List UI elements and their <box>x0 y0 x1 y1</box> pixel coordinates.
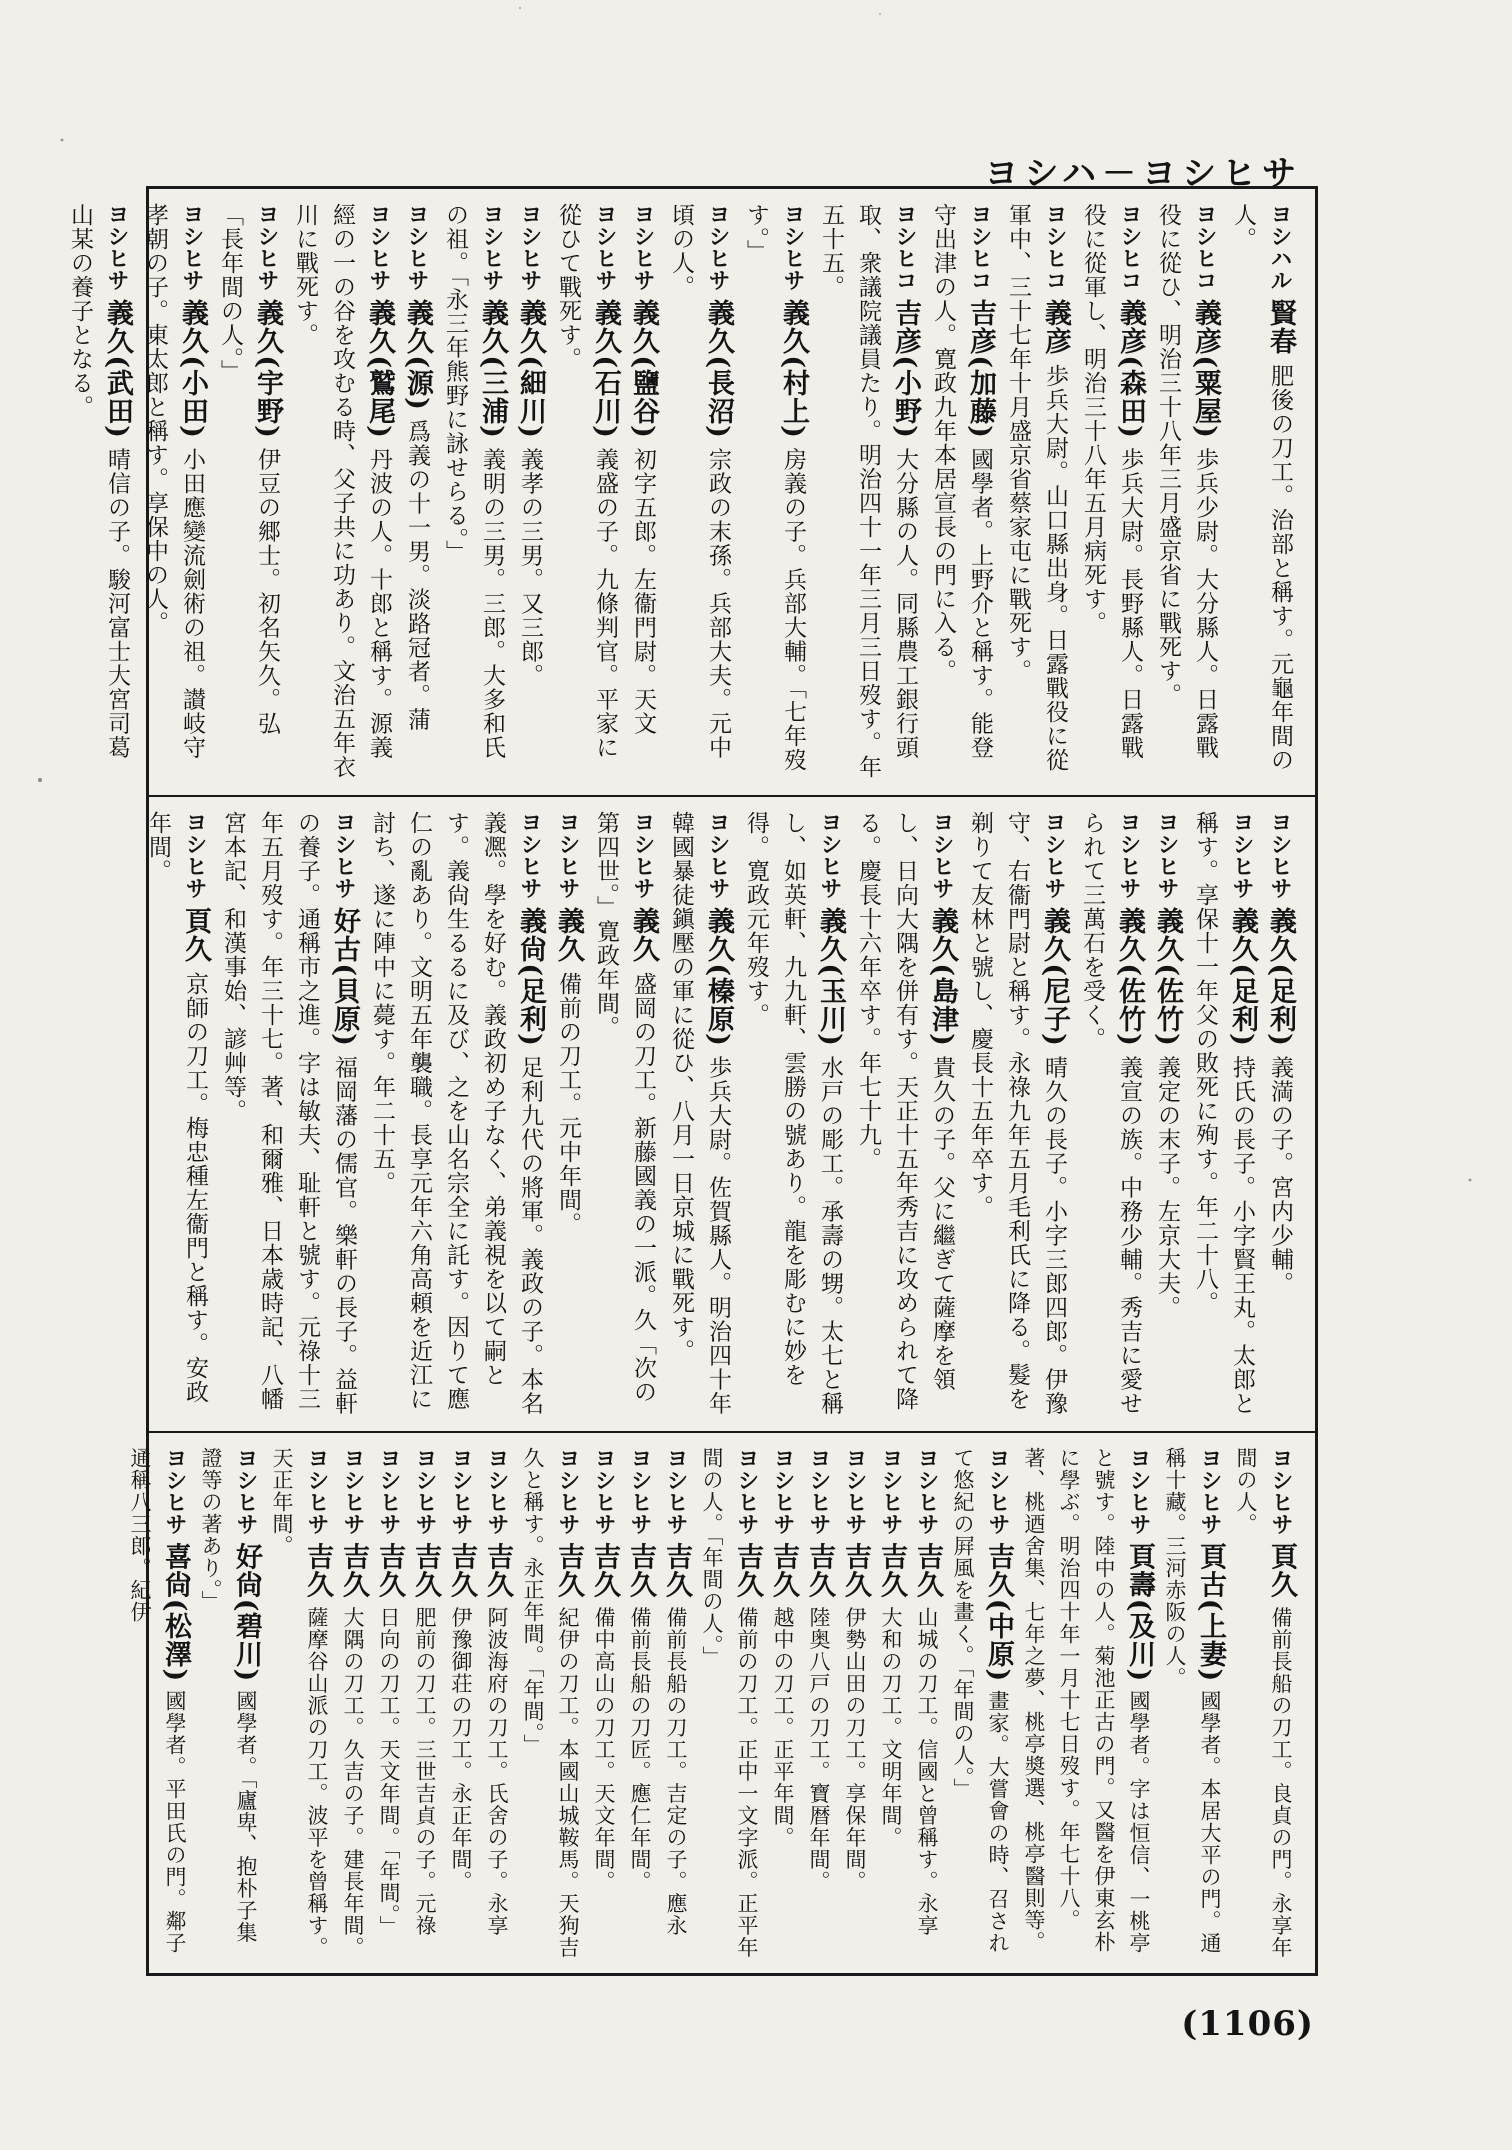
entry-description: 日向の刀工。天文年間。「年間。」 <box>377 1606 401 1938</box>
entry-headword: 吉久 <box>338 1542 369 1599</box>
entry-description: 京師の刀工。梅忠種左衞門と稱す。安政年間。 <box>145 811 208 1404</box>
entry-headword: 義彦(森田) <box>1115 299 1146 439</box>
entry-description: 貴久の子。父に繼ぎて薩摩を領し、日向大隅を併有す。天正十五年秀吉に攻められて降る。慶長十六年卒す。年七十九。 <box>855 811 955 1411</box>
entry-reading: ヨシヒサ <box>806 1447 832 1535</box>
dictionary-entry <box>694 1447 765 1959</box>
dictionary-entry <box>1228 1447 1299 1959</box>
entry-reading: ヨシヒサ <box>929 811 955 899</box>
entry-headword: 義彦(粟屋) <box>1190 299 1221 439</box>
entry-description: 義満の子。宮内少輔。 <box>1267 1055 1293 1296</box>
page-frame <box>67 186 1318 1976</box>
entry-reading: ヨシハル <box>1267 203 1293 291</box>
dictionary-entry <box>945 1447 1016 1959</box>
lower-tier <box>128 1431 1315 1973</box>
dictionary-entry <box>662 203 737 781</box>
entry-reading: ヨシヒサ <box>1116 811 1142 899</box>
entry-reading: ヨシヒサ <box>304 1447 330 1535</box>
entry-reading: ヨシヒサ <box>104 203 130 291</box>
entry-description: 爲義の十一男。淡路冠者。蒲 <box>404 419 430 732</box>
entry-reading: ヨシヒサ <box>842 1447 868 1535</box>
entry-headword: 義久(宇野) <box>252 299 283 439</box>
entry-description: 盛岡の刀工。新藤國義の一派。久「次の第四世。」寛政年間。 <box>593 811 656 1404</box>
dictionary-entry <box>586 1447 622 1959</box>
entry-reading: ヨシヒサ <box>448 1447 474 1535</box>
dictionary-entry <box>1149 203 1224 781</box>
entry-reading: ヨシヒコ <box>967 203 993 291</box>
entry-reading: ヨシヒサ <box>591 1447 617 1535</box>
dictionary-entry <box>622 1447 658 1959</box>
entry-reading: ヨシヒサ <box>517 811 543 899</box>
entry-headword: 義久 <box>553 907 584 964</box>
entry-description: 備前長船の刀工。吉定の子。應永 <box>664 1606 688 1937</box>
entry-description: 宗政の末孫。兵部大夫。元中頃の人。 <box>668 203 731 760</box>
entry-reading: ヨシヒサ <box>555 1447 581 1535</box>
entry-reading: ヨシヒサ <box>376 1447 402 1535</box>
entry-reading: ヨシヒサ <box>705 203 731 291</box>
entry-reading: ヨシヒサ <box>592 203 618 291</box>
entry-headword: 義久(細川) <box>515 299 546 439</box>
entry-headword: 義久(足利) <box>1265 907 1296 1047</box>
entry-reading: ヨシヒコ <box>1117 203 1143 291</box>
entry-reading: ヨシヒサ <box>404 203 430 291</box>
entry-headword: 義久(鷲尾) <box>364 299 395 439</box>
dictionary-entry <box>1074 203 1149 781</box>
entry-description: 義定の末子。左京大夫。 <box>1154 1055 1180 1320</box>
entry-description: 持氏の長子。小字賢王丸。太郎と稱す。享保十一年父の敗死に殉す。年二十八。 <box>1192 811 1255 1416</box>
entry-description: 房義の子。兵部大輔。「七年歿す。」 <box>743 203 806 772</box>
entry-description: 歩兵大尉。山口縣出身。日露戰役に從軍中、三十七年十月盛京省蔡家屯に戰死す。 <box>1005 203 1068 772</box>
entry-description: 國學者。平田氏の門。鄰子通稱八三郎。紀伊 <box>128 1447 187 1954</box>
entry-description: 晴信の子。駿河富士大宮司葛山某の養子となる。 <box>67 203 130 760</box>
entry-reading: ヨシヒコ <box>892 203 918 291</box>
entry-reading: ヨシヒサ <box>479 203 505 291</box>
entry-description: 水戸の彫工。承壽の甥。太七と稱し、如英軒、九九軒、雲勝の號あり。龍を彫むに妙を得。寛政元年歿す。 <box>743 811 843 1416</box>
entry-headword: 吉久 <box>661 1542 692 1599</box>
entry-reading: ヨシヒサ <box>817 811 843 899</box>
entry-headword: 義久(石川) <box>590 299 621 439</box>
entry-description: 伊豆の郷士。初名矢久。弘「長年間の人。」 <box>217 203 280 736</box>
dictionary-entry <box>264 1447 335 1959</box>
entry-description: 肥前の刀工。三世吉貞の子。元祿 <box>413 1606 437 1937</box>
entry-description: 山城の刀工。信國と曾稱す。永享 <box>915 1606 939 1937</box>
entry-headword: 吉久 <box>625 1542 656 1599</box>
entry-headword: 義尙(足利) <box>515 907 546 1047</box>
entry-reading: ヨシヒサ <box>985 1447 1011 1535</box>
entry-description: 大隅の刀工。久吉の子。建長年間。 <box>341 1606 365 1959</box>
entry-description: 國學者。「廬卑、抱朴子集證等の著あり。」 <box>199 1447 258 1944</box>
entry-description: 伊勢山田の刀工。享保年間。 <box>843 1606 867 1893</box>
entry-reading: ヨシヒサ <box>770 1447 796 1535</box>
entry-headword: 頁久 <box>180 907 211 964</box>
dictionary-entry <box>479 1447 515 1959</box>
dictionary-entry <box>737 203 812 781</box>
entry-reading: ヨシヒサ <box>254 203 280 291</box>
dictionary-entry <box>61 203 136 781</box>
entry-description: 歩兵大尉。長野縣人。日露戰役に從軍し、明治三十八年五月病死す。 <box>1080 203 1143 760</box>
dictionary-entry <box>812 203 924 781</box>
dictionary-entry <box>837 1447 873 1959</box>
entry-headword: 好尙(碧川) <box>231 1542 262 1683</box>
entry-reading: ヨシヒサ <box>630 811 656 899</box>
entry-headword: 吉久 <box>374 1542 405 1599</box>
running-head: ヨシハ－ヨシヒサ <box>984 154 1302 194</box>
entry-headword: 吉彦(加藤) <box>965 299 996 439</box>
entry-description: 阿波海府の刀工。氏舍の子。永享 <box>485 1606 509 1937</box>
dictionary-entry <box>398 203 436 781</box>
entry-headword: 吉久 <box>410 1542 441 1599</box>
dictionary-entry <box>924 203 999 781</box>
entry-headword: 義久(源) <box>402 299 433 411</box>
entry-reading: ヨシヒサ <box>340 1447 366 1535</box>
dictionary-entry <box>363 811 549 1417</box>
entry-description: 小田應變流劍術の祖。讃岐守孝朝の子。東太郎と稱す。享保中の人。 <box>142 203 205 760</box>
entry-headword: 義久(玉川) <box>815 907 846 1047</box>
entry-description: 備前の刀工。正中一文字派。正平年間の人。「年間の人。」 <box>700 1447 759 1959</box>
dictionary-entry <box>961 811 1073 1417</box>
dictionary-entry <box>1186 811 1261 1417</box>
dictionary-entry <box>999 203 1074 781</box>
entry-headword: 吉久 <box>446 1542 477 1599</box>
entry-headword: 吉久 <box>876 1542 907 1599</box>
entry-headword: 賢春 <box>1265 299 1296 356</box>
entry-reading: ヨシヒサ <box>182 811 208 899</box>
dictionary-entry <box>765 1447 801 1959</box>
dictionary-entry <box>1016 1447 1157 1959</box>
entry-headword: 吉彦(小野) <box>890 299 921 439</box>
dictionary-entry <box>515 1447 586 1959</box>
entry-description: 國學者。字は恒信、一桃亭と號す。陸中の人。菊池正古の門。又醫を伊東玄朴に學ぶ。明治四十年一月十七日歿す。年七十八。著、桃迺舍集、七年之夢、桃亭奬選、桃亭醫則等。 <box>1022 1447 1151 1954</box>
entry-description: 義宣の族。中務少輔。秀吉に愛せられて三萬石を受く。 <box>1079 811 1142 1416</box>
dictionary-entry <box>335 1447 371 1959</box>
entry-description: 伊豫御荘の刀工。永正年間。 <box>449 1606 473 1893</box>
entry-headword: 義久(村上) <box>778 299 809 439</box>
entry-description: 義盛の子。九條判官。平家に從ひて戰死す。 <box>555 203 618 760</box>
entry-description: 晴久の長子。小字三郎四郎。伊豫守、右衞門尉と稱す。永祿九年五月毛利氏に降る。髮を剃りて友林と號し、慶長十五年卒す。 <box>967 811 1067 1416</box>
entry-headword: 義久(佐竹) <box>1114 907 1145 1047</box>
dictionary-entry <box>214 811 363 1417</box>
entry-headword: 吉久 <box>804 1542 835 1599</box>
entry-reading: ヨシヒサ <box>484 1447 510 1535</box>
page-number: (1106) <box>1181 2004 1314 2044</box>
entry-headword: 義久(武田) <box>102 299 133 439</box>
entry-headword: 吉久 <box>732 1542 763 1599</box>
dictionary-entry <box>737 811 849 1417</box>
entry-description: 義明の三男。三郎。大多和氏の祖。「永三年熊野に詠せらる。」 <box>442 203 505 760</box>
entry-description: 大和の刀工。文明年間。 <box>879 1606 903 1849</box>
entry-description: 國學者。上野介と稱す。能登守出津の人。寛政九年本居宣長の門に入る。 <box>930 203 993 760</box>
dictionary-entry <box>511 203 549 781</box>
entry-reading: ヨシヒコ <box>1042 203 1068 291</box>
dictionary-entry <box>436 203 511 781</box>
entry-headword: 頁久 <box>1266 1542 1297 1599</box>
entry-reading: ヨシヒサ <box>331 811 357 899</box>
entry-reading: ヨシヒサ <box>555 811 581 899</box>
entry-description: 薩摩谷山派の刀工。波平を曾稱す。天正年間。 <box>270 1447 329 1959</box>
entry-reading: ヨシヒサ <box>780 203 806 291</box>
entry-reading: ヨシヒサ <box>663 1447 689 1535</box>
entry-description: 初字五郎。左衞門尉。天文 <box>630 447 656 736</box>
entry-reading: ヨシヒサ <box>1268 1447 1294 1535</box>
entry-description: 大分縣の人。同縣農工銀行頭取、衆議院議員たり。明治四十一年三月三日歿す。年五十五。 <box>818 203 918 779</box>
dictionary-entry <box>371 1447 407 1959</box>
dictionary-entry <box>873 1447 909 1959</box>
entry-reading: ヨシヒサ <box>412 1447 438 1535</box>
dictionary-entry <box>801 1447 837 1959</box>
entry-reading: ヨシヒサ <box>1126 1447 1152 1535</box>
dictionary-entry <box>1148 811 1186 1417</box>
dictionary-entry <box>587 811 662 1417</box>
entry-description: 紀伊の刀工。本國山城鞍馬。天狗吉久と稱す。永正年間。「年間。」 <box>521 1447 580 1959</box>
entry-headword: 義久(足利) <box>1227 907 1258 1047</box>
dictionary-entry <box>139 811 214 1417</box>
entry-headword: 義彦 <box>1040 299 1071 356</box>
entry-reading: ヨシヒサ <box>1197 1447 1223 1535</box>
entry-description: 丹波の人。十郎と稱す。源義經の一の谷を攻むる時、父子共に功あり。文治五年衣川に戰死す。 <box>292 203 392 779</box>
entry-headword: 吉久 <box>768 1542 799 1599</box>
entry-description: 足利九代の將軍。義政の子。本名義凞。學を好む。義政初め子なく、弟義視を以て嗣とす。義尙生るるに及び、之を山名宗全に託す。因りて應仁の亂あり。文明五年襲職。長享元年六角高頼を近江に討ち、遂に陣中に薨す。年二十五。 <box>369 811 543 1416</box>
entry-headword: 吉久 <box>553 1542 584 1599</box>
entry-description: 肥後の刀工。治部と稱す。元龜年間の人。 <box>1230 203 1293 772</box>
upper-tier <box>67 189 1315 795</box>
entry-headword: 吉久 <box>589 1542 620 1599</box>
dictionary-entry <box>624 203 662 781</box>
dictionary-entry <box>549 203 624 781</box>
entry-headword: 頁古(上妻) <box>1195 1542 1226 1683</box>
entry-description: 陸奥八戸の刀工。寶暦年間。 <box>807 1606 831 1893</box>
dictionary-entry <box>849 811 961 1417</box>
entry-headword: 吉久(中原) <box>983 1542 1014 1683</box>
dictionary-entry <box>662 811 737 1417</box>
entry-reading: ヨシヒサ <box>914 1447 940 1535</box>
entry-description: 國學者。本居大平の門。通稱十藏。三河赤阪の人。 <box>1163 1447 1222 1954</box>
entry-reading: ヨシヒサ <box>366 203 392 291</box>
entry-description: 歩兵大尉。佐賀縣人。明治四十年韓國暴徒鎭壓の軍に從ひ、八月一日京城に戰死す。 <box>668 811 731 1416</box>
entry-description: 備前長船の刀工。良貞の門。永享年間の人。 <box>1234 1447 1293 1959</box>
dictionary-entry <box>1224 203 1299 781</box>
dictionary-entry <box>407 1447 443 1959</box>
entry-reading: ヨシヒサ <box>162 1447 188 1535</box>
entry-reading: ヨシヒサ <box>878 1447 904 1535</box>
entry-headword: 義久(鹽谷) <box>628 299 659 439</box>
dictionary-entry <box>122 1447 193 1959</box>
dictionary-entry <box>286 203 398 781</box>
entry-reading: ヨシヒコ <box>1192 203 1218 291</box>
entry-headword: 吉久 <box>482 1542 513 1599</box>
entry-headword: 喜尙(松澤) <box>160 1542 191 1683</box>
dictionary-entry <box>193 1447 264 1959</box>
entry-reading: ヨシヒサ <box>233 1447 259 1535</box>
entry-headword: 義久(小田) <box>177 299 208 439</box>
entry-description: 越中の刀工。正平年間。 <box>771 1606 795 1849</box>
entry-reading: ヨシヒサ <box>1267 811 1293 899</box>
dictionary-entry <box>443 1447 479 1959</box>
entry-reading: ヨシヒサ <box>734 1447 760 1535</box>
entry-reading: ヨシヒサ <box>517 203 543 291</box>
dictionary-entry <box>1261 811 1299 1417</box>
entry-headword: 義久(三浦) <box>477 299 508 439</box>
dictionary-entry <box>909 1447 945 1959</box>
entry-headword: 吉久 <box>840 1542 871 1599</box>
entry-headword: 義久(長沼) <box>703 299 734 439</box>
entry-headword: 義久 <box>628 907 659 964</box>
entry-headword: 頁壽(及川) <box>1124 1542 1155 1683</box>
entry-headword: 義久(島津) <box>927 907 958 1047</box>
entry-reading: ヨシヒサ <box>1229 811 1255 899</box>
entry-headword: 義久(榛原) <box>703 907 734 1047</box>
entry-headword: 義久(尼子) <box>1039 907 1070 1047</box>
entry-headword: 吉久 <box>912 1542 943 1599</box>
middle-tier <box>145 795 1315 1431</box>
dictionary-entry <box>136 203 211 781</box>
entry-description: 福岡藩の儒官。樂軒の長子。益軒の養子。通稱市之進。字は敏夫、耻軒と號す。元祿十三年五月歿す。年三十七。著、和爾雅、日本歳時記、八幡宮本記、和漢事始、諺艸等。 <box>220 811 357 1416</box>
entry-reading: ヨシヒサ <box>705 811 731 899</box>
entry-description: 義孝の三男。又三郎。 <box>517 447 543 688</box>
entry-description: 畫家。大嘗會の時、召されて悠紀の屛風を畫く。「年間の人。」 <box>951 1447 1010 1954</box>
entry-headword: 吉久 <box>302 1542 333 1599</box>
entry-reading: ヨシヒサ <box>179 203 205 291</box>
dictionary-entry <box>549 811 587 1417</box>
entry-description: 備前の刀工。元中年間。 <box>555 971 581 1236</box>
entry-description: 備中高山の刀工。天文年間。 <box>592 1606 616 1893</box>
entry-reading: ヨシヒサ <box>630 203 656 291</box>
dictionary-entry <box>211 203 286 781</box>
dictionary-entry <box>658 1447 694 1959</box>
entry-reading: ヨシヒサ <box>627 1447 653 1535</box>
entry-headword: 義久(佐竹) <box>1152 907 1183 1047</box>
dictionary-entry <box>1157 1447 1228 1959</box>
entry-reading: ヨシヒサ <box>1041 811 1067 899</box>
entry-reading: ヨシヒサ <box>1154 811 1180 899</box>
dictionary-entry <box>1073 811 1148 1417</box>
entry-description: 歩兵少尉。大分縣人。日露戰役に從ひ、明治三十八年三月盛京省に戰死す。 <box>1155 203 1218 760</box>
entry-headword: 好古(貝原) <box>329 907 360 1047</box>
entry-description: 備前長船の刀匠。應仁年間。 <box>628 1606 652 1893</box>
